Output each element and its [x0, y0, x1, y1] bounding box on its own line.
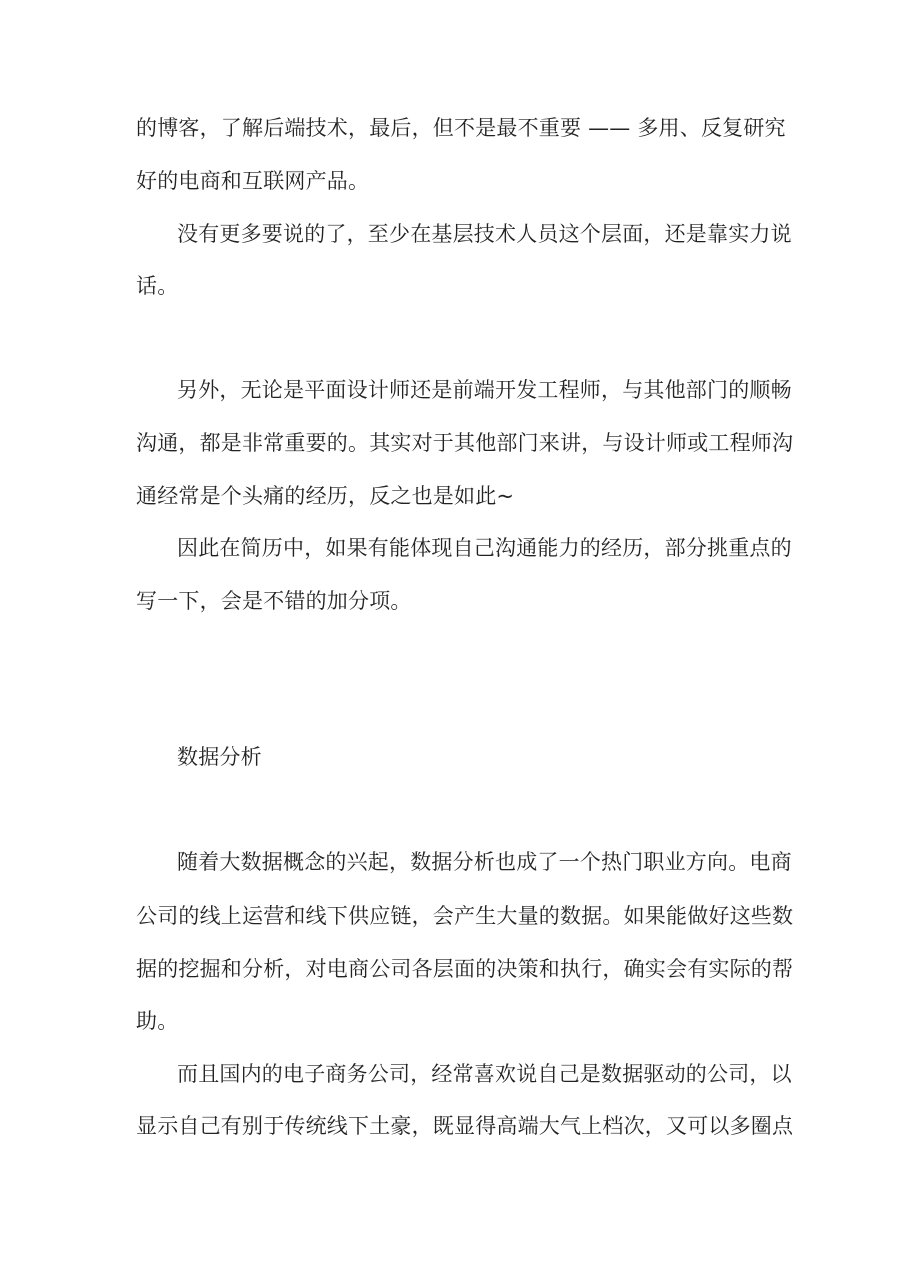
paragraph-line: 沟通，都是非常重要的。其实对于其他部门来讲，与设计师或工程师沟	[136, 431, 794, 455]
paragraph-line: 随着大数据概念的兴起，数据分析也成了一个热门职业方向。电商	[177, 850, 792, 874]
paragraph-line: 没有更多要说的了，至少在基层技术人员这个层面，还是靠实力说	[177, 222, 792, 246]
section-heading: 数据分析	[177, 745, 262, 769]
paragraph-line: 因此在简历中，如果有能体现自己沟通能力的经历，部分挑重点的	[177, 536, 792, 560]
paragraph-line: 的博客，了解后端技术，最后，但不是最不重要 —— 多用、反复研究	[136, 116, 786, 140]
paragraph-line: 好的电商和互联网产品。	[136, 169, 370, 193]
paragraph-line: 写一下，会是不错的加分项。	[136, 589, 412, 613]
paragraph-line: 通经常是个头痛的经历，反之也是如此~	[136, 484, 515, 508]
paragraph-line: 助。	[136, 1009, 179, 1033]
paragraph-line: 据的挖掘和分析，对电商公司各层面的决策和执行，确实会有实际的帮	[136, 957, 794, 981]
paragraph-line: 话。	[136, 274, 179, 298]
paragraph-line: 而且国内的电子商务公司，经常喜欢说自己是数据驱动的公司，以	[177, 1062, 792, 1086]
paragraph-line: 公司的线上运营和线下供应链，会产生大量的数据。如果能做好这些数	[136, 904, 794, 928]
paragraph-line: 显示自己有别于传统线下土豪，既显得高端大气上档次，又可以多圈点	[136, 1114, 794, 1138]
paragraph-line: 另外，无论是平面设计师还是前端开发工程师，与其他部门的顺畅	[177, 378, 792, 402]
